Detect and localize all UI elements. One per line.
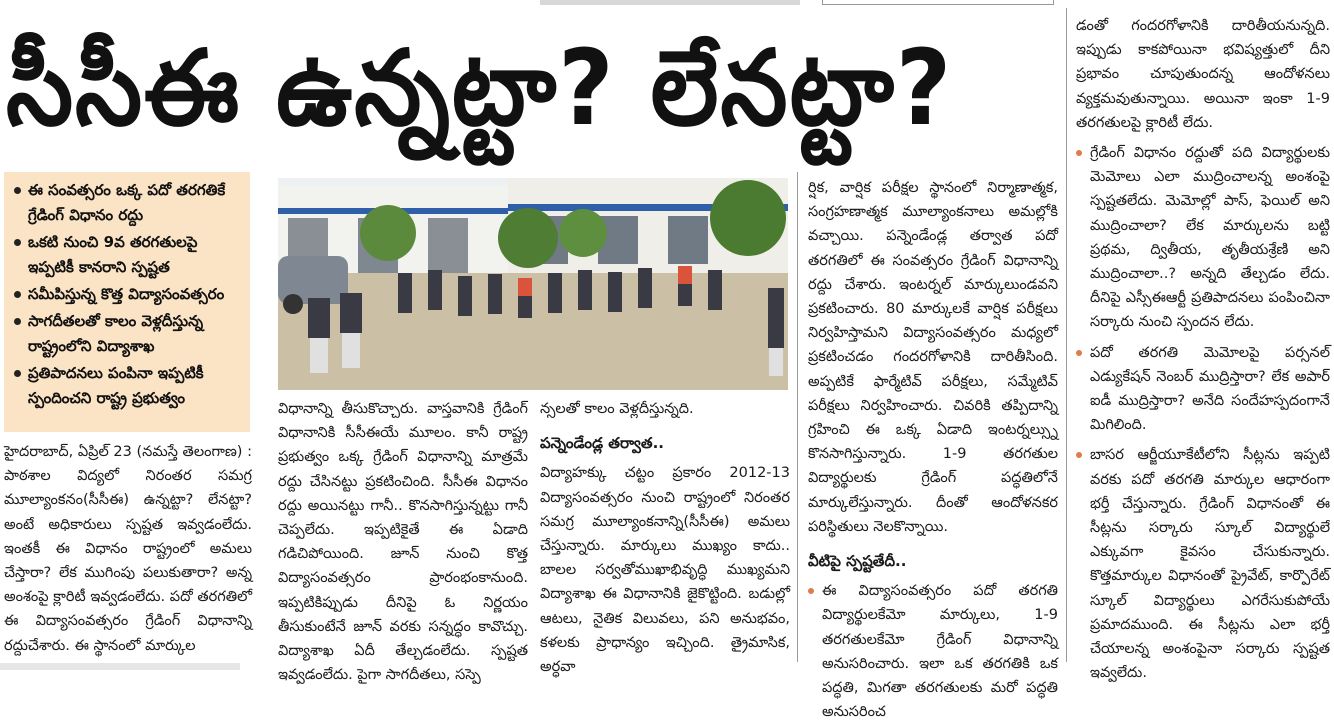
bullet-dot-icon — [14, 318, 21, 325]
bullet-paragraph: బాసర ఆర్జీయూకేటీలోని సీట్లను ఇప్పటి వరకు పదో తరగతి మార్కుల ఆధారంగా భర్తీ చేస్తున్నారు. గ్రేడింగ్ విధానంతో ఈ సీట్లను సర్కారు స్కూల్ విద్యార్థులే ఎక్కువగా కైవసం చేసుకున్నారు. కొత్తమార్కుల విధానంతో ప్రైవేట్, కార్పొరేట్ స్కూల్ విద్యార్థులు ఎగరేసుకుపోయే ప్రమాదముంది. ఈ సీట్లను ఎలా భర్తీ చేయాలన్న అంశంపైనా సర్కారు స్పష్టత ఇవ్వలేదు. — [1076, 443, 1330, 685]
article-text: విధానాన్ని తీసుకొచ్చారు. వాస్తవానికి గ్రేడింగ్ విధానానికి సీసీఈయే మూలం. కానీ రాష్ట్ర ప్రభుత్వం ఒక్క గ్రేడింగ్ విధానాన్ని మాత్రమే రద్దు చేసినట్టు ప్రకటించింది. సీసీఈ విధానం రద్దు అయినట్టు గానీ.. కొనసాగిస్తున్నట్టు గానీ చెప్పలేదు. ఇప్పటికైతే ఈ ఏడాది గడిచిపోయింది. జూన్ నుంచి కొత్త విద్యాసంవత్సరం ప్రారంభంకానుంది. ఇప్పటికిప్పుడు దీనిపై ఓ నిర్ణయం తీసుకుంటేనే జూన్ వరకు సన్నద్ధం కావొచ్చు. విద్యాశాఖ ఏదీ తేల్చడంలేదు. స్పష్టత ఇవ్వడంలేదు. పైగా సాగదీతలు, సస్పె — [278, 401, 528, 684]
bullet-paragraph: పదో తరగతి మెమోలపై పర్సనల్ ఎడ్యుకేషన్ నెంబర్ ముద్రిస్తారా? లేక అపార్ ఐడీ ముద్రిస్తారా? అనేది సందేహస్పదంగానే మిగిలింది. — [1076, 341, 1330, 438]
subheading: పన్నెండేండ్ల తర్వాత.. — [540, 434, 664, 453]
summary-box — [4, 172, 250, 432]
top-strip — [540, 0, 800, 5]
school-courtyard-image — [278, 178, 788, 390]
bottom-strip — [0, 663, 240, 670]
bullet-paragraph: గ్రేడింగ్ విధానం రద్దుతో పది విద్యార్థులకు మెమోలు ఎలా ముద్రించాలన్న అంశంపై స్పష్టతలేదు. మెమోల్లో పాస్, ఫెయిల్ అని ముద్రించాలా? లేక మార్కులను బట్టి ప్రథమ, ద్వితీయ, తృతీయశ్రేణి అని ముద్రించాలా..? అన్నది తేల్చడం లేదు. దీనిపై ఎస్సీఈఆర్టీ ప్రతిపాదనలు పంపించినా సర్కారు నుంచి స్పందన లేదు. — [1076, 141, 1330, 335]
article-column-5 — [1076, 14, 1330, 682]
bullet-dot-icon — [14, 187, 21, 194]
article-text: డంతో గందరగోళానికి దారితీయనున్నది. ఇప్పుడు కాకపోయినా భవిష్యత్తులో దీని ప్రభావం చూపుతుందన్న ఆందోళనలు వ్యక్తమవుతున్నాయి. అయినా ఇంకా 1-9 తరగతులపై క్లారిటీ లేదు. — [1076, 18, 1330, 131]
bullet-dot-icon — [1076, 150, 1082, 156]
top-frame — [822, 0, 1054, 5]
summary-item: ఒకటి నుంచి 9వ తరగతులపై ఇప్పటికీ కానరాని స్పష్టత — [14, 230, 242, 280]
bullet-dot-icon — [14, 239, 21, 246]
column-rule — [1066, 8, 1067, 662]
article-column-4 — [808, 176, 1058, 721]
school-photo — [278, 178, 788, 390]
summary-item: సమీపిస్తున్న కొత్త విద్యాసంవత్సరం — [14, 282, 242, 307]
summary-item: ఈ సంవత్సరం ఒక్క పదో తరగతికే గ్రేడింగ్ విధానం రద్దు — [14, 178, 242, 228]
summary-item: ప్రతిపాదనలు పంపినా ఇప్పటికీ స్పందించని రాష్ట్ర ప్రభుత్వం — [14, 361, 242, 411]
bullet-dot-icon — [1076, 350, 1082, 356]
article-column-1 — [4, 440, 252, 662]
bullet-paragraph: ఈ విద్యాసంవత్సరం పదో తరగతి విద్యార్థులకేమో మార్కులు, 1-9 తరగతులకేమో గ్రేడింగ్ విధానాన్ని అనుసరించారు. ఇలా ఒక తరగతికి ఒక పద్ధతి, మిగతా తరగతులకు మరో పద్ధతి అనుసరించ — [808, 579, 1058, 724]
summary-item: సాగదీతలతో కాలం వెళ్లదీస్తున్న రాష్ట్రంలోని విద్యాశాఖ — [14, 309, 242, 359]
headline: సీసీఈ ఉన్నట్టా? లేనట్టా? — [6, 27, 954, 149]
bullet-dot-icon — [1076, 452, 1082, 458]
article-text: ర్షిక, వార్షిక పరీక్షల స్థానంలో నిర్మాణాత్మక, సంగ్రహణాత్మక మూల్యాంకనాలు అమల్లోకి వచ్చాయి. పన్నెండేండ్ల తర్వాత పదో తరగతిలో ఈ సంవత్సరం గ్రేడింగ్ విధానాన్ని రద్దు చేశారు. ఇంటర్నల్ మార్కులుండవని ప్రకటించారు. 80 మార్కులకే వార్షిక పరీక్షలు నిర్వహిస్తామని విద్యాసంవత్సరం మధ్యలో ప్రకటించడం గందరగోళానికి దారితీసింది. అప్పటికే ఫార్మేటివ్ పరీక్షలు, సమ్మేటివ్ పరీక్షలు నిర్వహించారు. చివరికి తప్పిదాన్ని గ్రహించి ఈ ఒక్క ఏడాది ఇంటర్నల్స్ను కొనసాగిస్తున్నారు. 1-9 తరగతుల విద్యార్థులకు గ్రేడింగ్ పద్ధతిలోనే మార్కులేస్తున్నారు. దీంతో ఆందోళనకర పరిస్థితులు నెలకొన్నాయి. — [808, 180, 1058, 535]
bullet-dot-icon — [14, 370, 21, 377]
subheading: వీటిపై స్పష్టతేదీ.. — [808, 552, 907, 571]
article-column-2 — [278, 397, 528, 684]
bullet-dot-icon — [808, 588, 814, 594]
article-text: హైదరాబాద్, ఏప్రిల్ 23 (నమస్తే తెలంగాణ) : పాఠశాల విద్యలో నిరంతర సమగ్ర మూల్యాంకనం(సీసీఈ) ఉన్నట్టా? లేనట్టా? అంటే అధికారులు స్పష్టత ఇవ్వడంలేదు. ఇంతకీ ఈ విధానం రాష్ట్రంలో అమలు చేస్తారా? లేక ముగింపు పలుకుతారా? అన్న అంశంపై క్లారిటీ ఇవ్వడంలేదు. పదో తరగతిలో ఈ విద్యాసంవత్సరం గ్రేడింగ్ విధానాన్ని రద్దుచేశారు. ఈ స్థానంలో మార్కుల — [4, 444, 252, 654]
article-column-3 — [540, 397, 790, 676]
article-text: న్సలతో కాలం వెళ్లదీస్తున్నది. — [540, 401, 694, 417]
article-text: విద్యాహక్కు చట్టం ప్రకారం 2012-13 విద్యాసంవత్సరం నుంచి రాష్ట్రంలో నిరంతర సమగ్ర మూల్యాంకనాన్ని(సీసీఈ) అమలు చేస్తున్నారు. మార్కులు ముఖ్యం కాదు.. బాలల సర్వతోముఖాభివృద్ధి ముఖ్యమని విద్యాశాఖ ఈ విధానానికి జైకొట్టింది. బడుల్లో ఆటలు, నైతిక విలువలు, పని అనుభవం, కళలకు ప్రాధాన్యం ఇచ్చింది. త్రైమాసిక, అర్ధవా — [540, 465, 790, 676]
column-rule — [797, 172, 798, 662]
bullet-dot-icon — [14, 291, 21, 298]
